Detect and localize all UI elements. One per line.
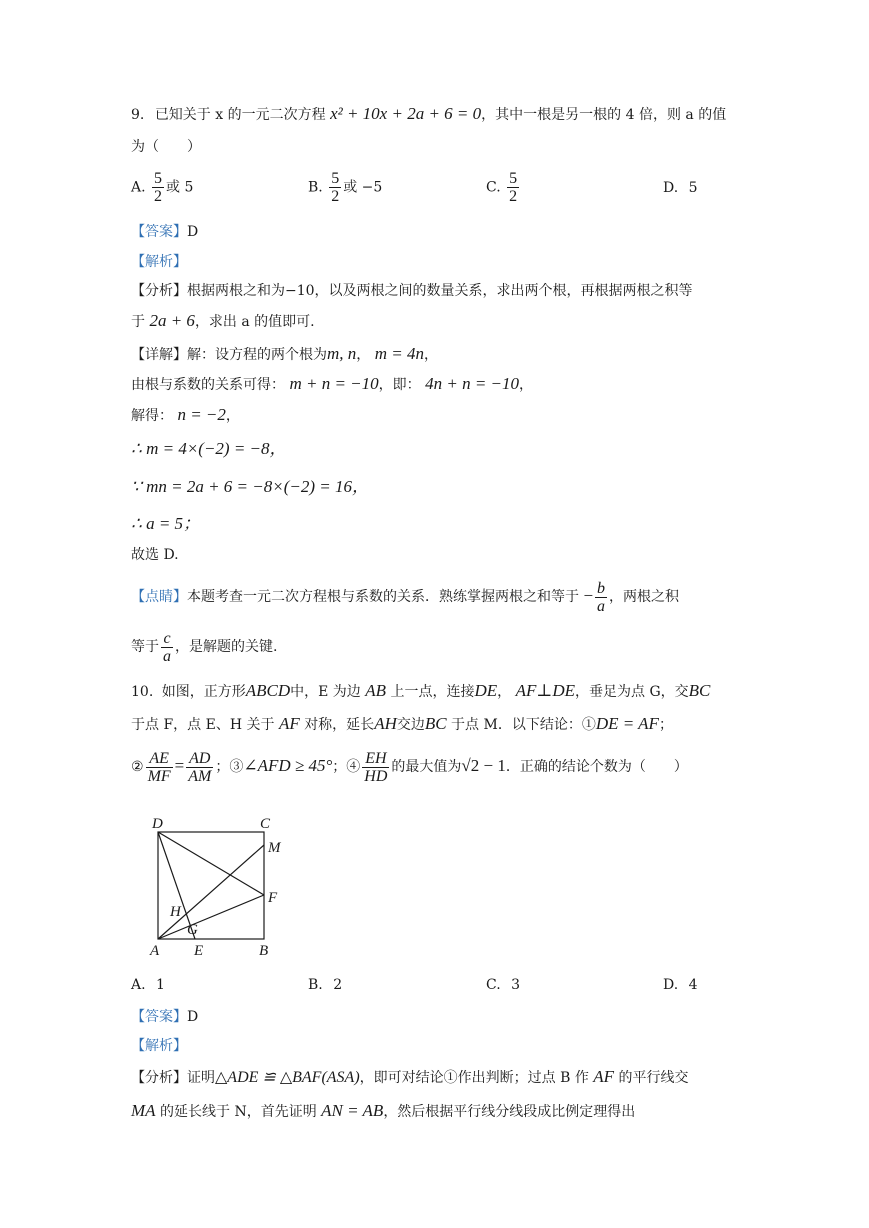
- fraction: $\frac{AE}{MF}$: [147, 749, 171, 785]
- q10-math: AB: [365, 681, 387, 700]
- answer-tag: 【答案】: [131, 1009, 187, 1025]
- q10-answer-line: [131, 1007, 198, 1027]
- fenxi-math: AF: [593, 1067, 615, 1086]
- q10-math: ABCD: [245, 681, 291, 700]
- xiangjie-text: ，即：: [378, 377, 421, 393]
- q9-number: 9.: [131, 107, 145, 123]
- q10-analysis-tag: [131, 1036, 187, 1056]
- line-am: [158, 845, 264, 939]
- q9-equation: x² + 10x + 2a + 6 = 0: [330, 104, 482, 123]
- q10-text: ，垂足为点 G，交: [575, 684, 689, 700]
- xiangjie-math: ∴ a = 5；: [131, 514, 201, 533]
- q9-stem-line1: [131, 104, 726, 125]
- q9-option-d[interactable]: [663, 180, 698, 196]
- fenxi-text: 于: [131, 314, 145, 330]
- q10-math: DE: [474, 681, 498, 700]
- dianjing-text: ，是解题的关键.: [175, 639, 278, 655]
- q9-xiangjie-line1: [131, 344, 438, 365]
- q10-option-a[interactable]: [131, 977, 165, 993]
- option-label: C.: [486, 977, 501, 993]
- xiangjie-math: 4n + n = −10: [425, 374, 520, 393]
- q9-stem-text-c: 为（ ）: [131, 139, 201, 155]
- q10-text: 中，E 为边: [290, 684, 361, 700]
- option-text: 或 −5: [343, 179, 383, 196]
- q10-option-b[interactable]: [308, 977, 342, 993]
- minus-sign: −: [583, 586, 594, 605]
- q10-math: AF: [278, 714, 300, 733]
- xiangjie-math: n = −2: [177, 405, 226, 424]
- fraction: $\frac{c}{a}$: [163, 629, 171, 665]
- label-g: G: [187, 922, 198, 938]
- analysis-tag: 【解析】: [131, 254, 187, 270]
- q9-xiangjie-line4: [131, 439, 287, 460]
- q10-stem-line1: [131, 681, 710, 702]
- punct: ；: [658, 717, 673, 733]
- fenxi-tag: 【分析】: [131, 1070, 187, 1086]
- fraction: $\frac{5}{2}$: [331, 170, 340, 205]
- q10-text: 于点 M．以下结论：①: [451, 717, 596, 733]
- q10-text: 于点 F，点 E、H 关于: [131, 717, 275, 733]
- q9-xiangjie-line3: [131, 405, 240, 426]
- fenxi-math: MA: [131, 1101, 156, 1120]
- q9-stem-line2: [131, 137, 201, 157]
- q10-math: ∠AFD ≥ 45°: [243, 756, 333, 775]
- punct: ，: [497, 684, 512, 700]
- option-label: A.: [131, 977, 146, 993]
- fraction: $\frac{AD}{AM}$: [188, 749, 212, 785]
- q9-option-b[interactable]: [308, 170, 382, 205]
- fraction: $\frac{EH}{HD}$: [364, 749, 388, 785]
- option-text: 1: [156, 977, 165, 993]
- xiangjie-math: m = 4n: [374, 344, 424, 363]
- q10-math: AF⊥DE: [515, 681, 576, 700]
- q9-dianjing-line1: [131, 578, 679, 615]
- punct: ，: [519, 377, 534, 393]
- q9-answer-line: [131, 222, 198, 242]
- q10-text: ．正确的结论个数为（ ）: [505, 759, 688, 775]
- answer-value: D: [187, 224, 199, 240]
- fenxi-text: 证明: [187, 1070, 215, 1086]
- q10-stem-line3: [131, 746, 688, 787]
- fenxi-tag: 【分析】: [131, 283, 187, 299]
- q10-text: 交边: [396, 717, 425, 733]
- label-b: B: [259, 943, 269, 959]
- option-label: C.: [486, 179, 501, 196]
- punct: ，: [423, 347, 438, 363]
- q9-xiangjie-line7: [131, 545, 179, 565]
- q9-xiangjie-line6: [131, 514, 200, 535]
- xiangjie-text: 解得：: [131, 408, 173, 424]
- q9-xiangjie-line2: [131, 374, 533, 395]
- option-label: D.: [663, 180, 679, 196]
- option-label: A.: [131, 179, 146, 196]
- fraction: $\frac{b}{a}$: [597, 579, 606, 615]
- q10-text: 如图，正方形: [161, 684, 246, 700]
- fenxi-text: ，然后根据平行线分线段成比例定理得出: [383, 1104, 636, 1120]
- answer-tag: 【答案】: [131, 224, 187, 240]
- dianjing-tag: 【点睛】: [131, 589, 187, 605]
- fenxi-math: 2a + 6: [149, 311, 195, 330]
- q9-analysis-tag: [131, 252, 187, 272]
- label-e: E: [194, 943, 204, 959]
- q10-fenxi-line2: [131, 1101, 635, 1122]
- label-a: A: [150, 943, 160, 959]
- xiangjie-math: ∴ m = 4×(−2) = −8，: [131, 439, 287, 458]
- option-label: D.: [663, 977, 679, 993]
- fenxi-text: ，求出 a 的值即可.: [194, 314, 315, 330]
- answer-value: D: [187, 1009, 199, 1025]
- punct: ，: [225, 408, 240, 424]
- punct: ，: [356, 347, 371, 363]
- q9-fenxi-line2: [131, 311, 315, 332]
- option-text: 5: [688, 180, 698, 196]
- label-c: C: [260, 816, 271, 832]
- q10-math: DE = AF: [595, 714, 659, 733]
- label-h: H: [170, 904, 181, 920]
- equals-sign: =: [174, 756, 185, 775]
- dianjing-text: 等于: [131, 639, 159, 655]
- xiangjie-text: 故选 D.: [131, 547, 179, 563]
- option-text: 2: [333, 977, 343, 993]
- q10-stem-line2: [131, 714, 673, 735]
- analysis-tag: 【解析】: [131, 1038, 187, 1054]
- q10-math: BC: [688, 681, 711, 700]
- label-f: F: [268, 890, 278, 906]
- q10-text: 对称，延长: [304, 717, 375, 733]
- fraction: $\frac{5}{2}$: [509, 170, 518, 205]
- q9-stem-text-b: ，其中一根是另一根的 4 倍，则 a 的值: [481, 107, 727, 123]
- circled-two: ②: [131, 759, 144, 775]
- fenxi-math: AN = AB: [321, 1101, 384, 1120]
- label-m: M: [268, 840, 281, 856]
- xiangjie-text: 解：设方程的两个根为: [187, 347, 327, 363]
- xiangjie-text: 由根与系数的关系可得：: [131, 377, 285, 393]
- dianjing-text: 本题考查一元二次方程根与系数的关系．熟练掌握两根之和等于: [187, 589, 579, 605]
- q10-number: 10.: [131, 684, 154, 700]
- q9-dianjing-line2: [131, 629, 277, 665]
- xiangjie-tag: 【详解】: [131, 347, 187, 363]
- fenxi-text: 的延长线于 N，首先证明: [160, 1104, 317, 1120]
- q10-text: ；③: [215, 759, 244, 775]
- label-d: D: [152, 816, 163, 832]
- q10-text: 的最大值为: [391, 759, 462, 775]
- q10-text: 上一点，连接: [390, 684, 475, 700]
- q9-stem-text: 已知关于 x 的一元二次方程: [154, 107, 326, 123]
- option-text: 4: [688, 977, 698, 993]
- q10-option-c[interactable]: [486, 977, 520, 993]
- xiangjie-math: ∵ mn = 2a + 6 = −8×(−2) = 16，: [131, 477, 369, 496]
- option-label: B.: [308, 977, 323, 993]
- line-dm: [158, 832, 264, 895]
- option-label: B.: [308, 179, 323, 196]
- q9-fenxi-line1: [131, 281, 693, 301]
- q10-math: BC: [424, 714, 447, 733]
- dianjing-text: ，两根之积: [609, 589, 680, 605]
- q10-math: √2 − 1: [461, 756, 506, 775]
- fenxi-text: 的平行线交: [618, 1070, 689, 1086]
- xiangjie-math: m + n = −10: [289, 374, 379, 393]
- q9-option-a[interactable]: [131, 170, 193, 205]
- option-text: 3: [511, 977, 521, 993]
- q10-text: ；④: [332, 759, 361, 775]
- fenxi-math: △ADE ≌ △BAF(ASA): [215, 1069, 360, 1086]
- xiangjie-math: m, n: [327, 344, 357, 363]
- fenxi-text: ，即可对结论①作出判断；过点 B 作: [359, 1070, 589, 1086]
- option-text: 或 5: [166, 179, 194, 196]
- fraction: $\frac{5}{2}$: [154, 170, 163, 205]
- q9-xiangjie-line5: [131, 477, 369, 498]
- q10-option-d[interactable]: [663, 977, 698, 993]
- q10-math: AH: [374, 714, 397, 733]
- fenxi-text: 根据两根之和为−10，以及两根之间的数量关系，求出两个根，再根据两根之积等: [187, 283, 693, 299]
- q9-option-c[interactable]: [486, 170, 521, 205]
- square-figure: [140, 810, 300, 960]
- q10-fenxi-line1: [131, 1067, 689, 1088]
